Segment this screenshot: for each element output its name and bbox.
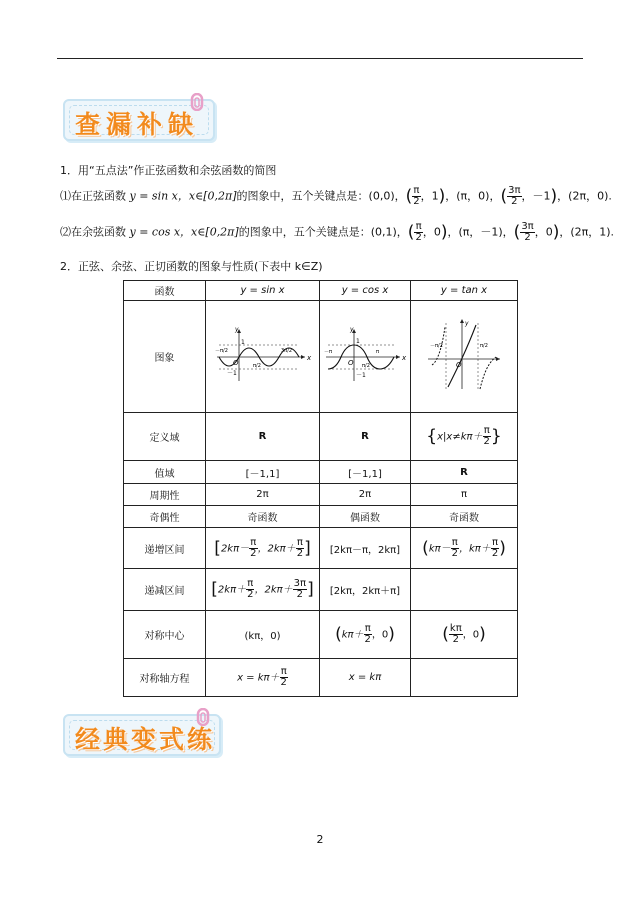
interval-right: ，kπ＋ [459, 543, 491, 554]
cosine-mid: 的图象中，五个关键点是：(0,1)， [238, 225, 408, 239]
cell: [2kπ－π，2kπ] [320, 528, 411, 569]
svg-text:x: x [402, 354, 407, 362]
cosine-intro: ⑵在余弦函数 [60, 225, 130, 239]
table-row [124, 413, 518, 461]
point-y: －1 [532, 189, 551, 203]
frac-den: 2 [280, 677, 287, 688]
svg-text:O: O [232, 359, 239, 367]
svg-text:－π: －π [324, 349, 333, 355]
cos-graph-cell [320, 301, 411, 413]
svg-text:π/2: π/2 [252, 363, 261, 369]
table-row [124, 569, 518, 611]
item-1-text: 1．用“五点法”作正弦函数和余弦函数的简图 [60, 164, 277, 177]
cell: 2π [320, 484, 411, 506]
header-cell: 函数 [124, 281, 206, 301]
svg-text:y: y [234, 326, 239, 333]
frac-den: 2 [250, 547, 257, 559]
cell: [2kπ－ $\frac{\pi}{2}$ ，2kπ＋ $\frac{\pi}{2}$ ] [206, 528, 320, 569]
svg-text:－π/2: －π/2 [214, 348, 228, 354]
frac-den: 2 [483, 436, 490, 447]
section-banner-practice [63, 708, 223, 756]
table-row [124, 506, 518, 528]
header-cell [206, 281, 320, 301]
cell: [－1,1] [320, 461, 411, 484]
cell: R [320, 413, 411, 461]
svg-text:O: O [348, 359, 354, 367]
point-y: 1 [431, 189, 439, 203]
banner-title: 查漏补缺 [75, 110, 200, 139]
frac-den: 2 [451, 547, 458, 559]
cell: {x|x≠kπ＋ $\frac{\pi}{2}$ } [411, 413, 518, 461]
cell [411, 659, 518, 697]
row-label: 图象 [124, 301, 206, 413]
cell: ( $\frac{k\pi}{2}$ ，0) [411, 611, 518, 659]
frac-den: 2 [296, 547, 304, 559]
center-left: kπ＋ [341, 629, 364, 641]
svg-text:π: π [376, 349, 380, 355]
frac-num: 3π [521, 221, 534, 232]
table-row [124, 301, 518, 413]
row-label: 定义域 [124, 413, 206, 461]
cell: (kπ＋ $\frac{\pi}{2}$ ，0) [320, 611, 411, 659]
table-row [124, 528, 518, 569]
frac-den: 2 [247, 589, 254, 600]
sine-func: y = sin x，x∈[0,2π] [129, 189, 237, 203]
frac-den: 2 [511, 196, 518, 207]
cell: 奇函数 [411, 506, 518, 528]
tan-graph-cell [411, 301, 518, 413]
row-label: 值域 [124, 461, 206, 484]
svg-text:O: O [456, 361, 462, 369]
svg-text:1: 1 [240, 339, 245, 346]
frac-num: π [250, 536, 257, 548]
frac-num: 3π [508, 185, 521, 196]
frac-num: 3π [293, 578, 307, 589]
frac-num: π [364, 623, 371, 634]
svg-text:－π/2: －π/2 [430, 343, 443, 349]
frac-den: 2 [524, 232, 531, 243]
cell [206, 659, 320, 697]
cell: π [411, 484, 518, 506]
cosine-func: y = cos x，x∈[0,2π] [129, 225, 239, 239]
frac-num: π [415, 221, 422, 232]
sine-mid: 的图象中，五个关键点是：(0,0)， [236, 189, 406, 203]
svg-text:－1: －1 [356, 372, 366, 379]
cell: R [411, 461, 518, 484]
frac-num: π [413, 185, 420, 196]
cell: [2kπ＋ $\frac{\pi}{2}$ ，2kπ＋ $\frac{3\pi}{2}$ ] [206, 569, 320, 611]
frac-den: 2 [413, 196, 420, 207]
frac-den: 2 [415, 232, 422, 243]
interval-right: ，2kπ＋ [254, 584, 293, 596]
header-cell [411, 281, 518, 301]
row-label: 递减区间 [124, 569, 206, 611]
paperclip-icon [189, 93, 205, 111]
trig-properties-table [123, 280, 518, 697]
table-row [124, 659, 518, 697]
cell [411, 569, 518, 611]
frac-num: π [296, 536, 303, 548]
banner-title: 经典变式练 [75, 725, 216, 754]
table-row [124, 611, 518, 659]
point-y: 0 [433, 225, 441, 239]
frac-num: π [491, 536, 499, 548]
cell: 2π [206, 484, 320, 506]
frac-den: 2 [296, 589, 304, 600]
cell [320, 659, 411, 697]
cell: 偶函数 [320, 506, 411, 528]
svg-text:x: x [306, 354, 311, 362]
cosine-graph [322, 325, 408, 385]
sine-intro: ⑴在正弦函数 [60, 189, 130, 203]
table-row [124, 484, 518, 506]
svg-text:y: y [465, 320, 469, 327]
frac-num: π [280, 666, 287, 677]
cell: 奇函数 [206, 506, 320, 528]
interval-left: 2kπ＋ [217, 584, 247, 596]
table-row [124, 461, 518, 484]
row-label: 递增区间 [124, 528, 206, 569]
header-cell [320, 281, 411, 301]
tangent-graph [424, 317, 504, 393]
header-rule [57, 58, 583, 59]
cosine-end-point: ，(2π，1). [559, 225, 615, 239]
cosine-key-points: ⑵在余弦函数 y = cos x，x∈[0,2π]的图象中，五个关键点是：(0,1)，( $\frac{\pi}{2}$ ，0)，(π，－1)，( $\frac{3\pi}{2}$ ，0)，(2π，1). [60, 221, 615, 243]
interval-left: kπ－ [428, 543, 451, 554]
header-cos: y = cos x [341, 285, 389, 296]
item-2-text: 2．正弦、余弦、正切函数的图象与性质(下表中 k∈Z) [60, 260, 323, 273]
paperclip-icon [195, 708, 211, 726]
cell: (kπ，0) [206, 611, 320, 659]
row-label: 对称中心 [124, 611, 206, 659]
sin-graph-cell [206, 301, 320, 413]
sine-end-point: ，(2π，0). [557, 189, 612, 203]
sine-graph [213, 325, 313, 385]
interval-right: ，2kπ＋ [257, 543, 296, 554]
sine-key-points: ⑴在正弦函数 y = sin x，x∈[0,2π]的图象中，五个关键点是：(0,0)，( $\frac{\pi}{2}$ ，1)，(π，0)，( $\frac{3\pi}{2}$ ，－1)，(2π，0). [60, 185, 612, 207]
center-right: ，0 [462, 629, 480, 641]
svg-text:π/2: π/2 [362, 363, 370, 369]
frac-num: π [483, 425, 490, 436]
axis-eq: x = kπ＋ [237, 672, 280, 684]
frac-den: 2 [491, 547, 499, 559]
cell: (kπ－ $\frac{\pi}{2}$ ，kπ＋ $\frac{\pi}{2}$ ) [411, 528, 518, 569]
axis-eq: x = kπ [348, 672, 382, 683]
header-tan: y = tan x [440, 285, 488, 296]
svg-text:－1: －1 [226, 370, 237, 377]
tan-domain-text: x|x≠kπ＋ [437, 431, 483, 443]
svg-text:y: y [350, 326, 354, 333]
cell: [－1,1] [206, 461, 320, 484]
cosine-pi-point: ，(π，－1)， [447, 225, 514, 239]
frac-num: π [451, 536, 458, 548]
frac-den: 2 [452, 634, 459, 645]
frac-den: 2 [364, 634, 371, 645]
svg-text:1: 1 [356, 338, 360, 345]
interval-left: 2kπ－ [220, 543, 250, 554]
section-banner-check [63, 93, 217, 141]
center-right: ，0 [371, 629, 389, 641]
header-sin: y = sin x [240, 285, 285, 296]
table-row [124, 281, 518, 301]
row-label: 周期性 [124, 484, 206, 506]
sine-pi-point: ，(π，0)， [445, 189, 501, 203]
svg-text:π/2: π/2 [480, 343, 488, 349]
row-label: 奇偶性 [124, 506, 206, 528]
cell: R [206, 413, 320, 461]
svg-text:3π/2: 3π/2 [280, 348, 292, 354]
page-number: 2 [316, 833, 324, 846]
frac-num: π [247, 578, 254, 589]
row-label: 对称轴方程 [124, 659, 206, 697]
point-y: 0 [545, 225, 553, 239]
frac-num: kπ [449, 623, 462, 634]
cell: [2kπ，2kπ＋π] [320, 569, 411, 611]
